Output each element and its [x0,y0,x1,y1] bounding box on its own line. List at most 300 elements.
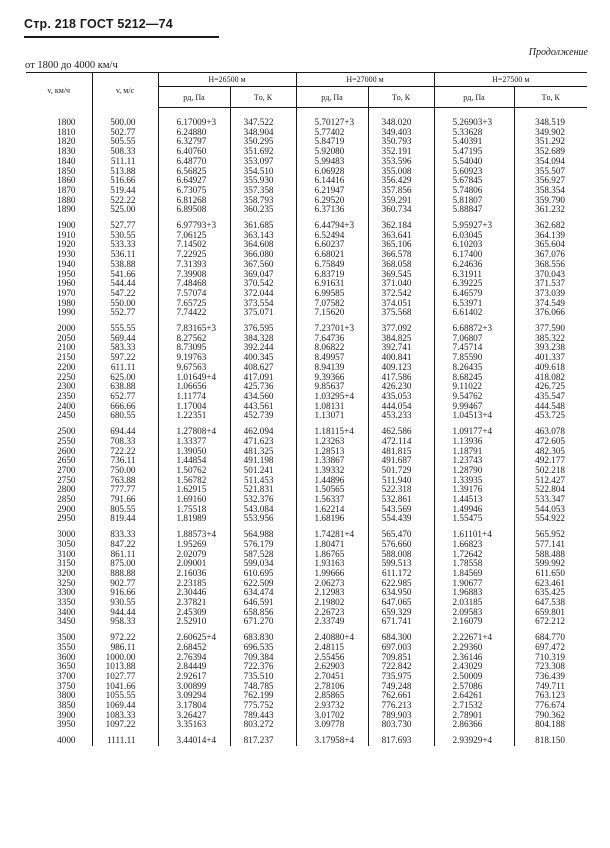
table-cell: 1830 [26,147,92,157]
table-cell: 2.36146 [434,653,514,663]
table-cell: 2.84449 [158,662,230,672]
table-cell: 776.213 [368,701,434,711]
table-cell: 1890 [26,205,92,215]
table-cell: 9.39366 [296,373,368,383]
table-cell: 5.54040 [434,157,514,167]
table-cell: 6.39225 [434,279,514,289]
table-cell: 722.842 [368,662,434,672]
table-cell: 588.488 [535,548,565,559]
table-cell: 508.33 [92,147,158,157]
table-cell: 2.19802 [296,598,368,608]
table-cell: 723.308 [535,661,565,672]
table-cell: 2200 [26,363,92,373]
table-cell: 374.549 [535,297,565,308]
table-cell: 1013.88 [92,662,158,672]
table-cell: 3.17804 [158,701,230,711]
table-cell: 356.927 [535,175,565,186]
table-cell: 972.22 [92,627,158,643]
table-cell: 6.97793+3 [158,215,230,231]
table-cell: 735.510 [230,672,296,682]
table-cell: 611.650 [535,567,565,578]
table-cell: 1.68196 [296,514,368,524]
table-cell: 369.545 [368,270,434,280]
table-cell: 3300 [26,588,92,598]
table-cell: 6.17400 [434,250,514,260]
table-cell: 5.95927+3 [434,215,514,231]
table-cell: 2.06273 [296,579,368,589]
table-cell: 2.52910 [158,617,230,627]
table-cell: 372.542 [368,289,434,299]
table-cell: 875.00 [92,559,158,569]
col-header-temperature: Tо, К [514,87,587,108]
table-cell: 375.071 [230,308,296,318]
table-cell: 5.81807 [434,196,514,206]
table-cell: 2850 [26,495,92,505]
table-cell: 374.051 [368,299,434,309]
table-cell: 350.793 [368,137,434,147]
table-cell: 7.23701+3 [296,318,368,334]
table-cell: 8.26435 [434,363,514,373]
table-cell: 888.88 [92,569,158,579]
table-cell: 6.24880 [158,128,230,138]
table-cell: 519.44 [92,186,158,196]
table-cell: 1.39050 [158,447,230,457]
table-cell: 9.11022 [434,382,514,392]
table-cell: 697.472 [535,641,565,652]
table-cell: 1097.22 [92,720,158,730]
table-cell: 426.725 [535,381,565,392]
table-cell: 722.22 [92,447,158,457]
table-cell: 370.043 [535,268,565,279]
table-cell: 400.345 [230,353,296,363]
table-cell: 1.81989 [158,514,230,524]
table-cell: 362.184 [368,215,434,231]
table-cell: 353.097 [230,157,296,167]
table-cell: 471.623 [230,437,296,447]
table-cell: 3200 [26,569,92,579]
table-row [26,205,587,215]
table-cell: 569.44 [92,334,158,344]
table-cell: 3.17958+4 [296,730,368,746]
table-cell: 373.039 [535,287,565,298]
table-cell: 3450 [26,617,92,627]
table-cell: 2.78106 [296,682,368,692]
table-cell: 409.123 [368,363,434,373]
table-cell: 5.74806 [434,186,514,196]
table-cell: 1900 [26,215,92,231]
table-cell: 3.09778 [296,720,368,730]
table-cell: 736.11 [92,456,158,466]
table-cell: 671.741 [368,617,434,627]
table-cell: 364.139 [535,229,565,240]
table-cell: 1.23743 [434,456,514,466]
table-cell: 1.50565 [296,485,368,495]
table-cell: 635.425 [535,587,565,598]
table-cell: 384.825 [368,334,434,344]
table-cell: 6.68872+3 [434,318,514,334]
table-cell: 2.78901 [434,711,514,721]
table-cell: 6.64927 [158,176,230,186]
table-cell: 6.68021 [296,250,368,260]
table-cell: 762.199 [230,691,296,701]
table-cell: 443.561 [230,402,296,412]
table-cell: 803.272 [230,720,296,730]
table-cell: 418.082 [535,371,565,382]
table-cell: 1.75518 [158,505,230,515]
table-cell: 8.68245 [434,373,514,383]
table-cell: 358.354 [535,184,565,195]
table-cell: 6.24636 [434,260,514,270]
table-cell: 6.91631 [296,279,368,289]
table-cell: 435.053 [368,392,434,402]
table-cell: 1.28790 [434,466,514,476]
table-cell: 385.322 [535,332,565,343]
table-cell: 3400 [26,608,92,618]
table-cell: 1.56782 [158,476,230,486]
table-cell: 2100 [26,343,92,353]
continuation-label: Продолжение [528,47,588,58]
table-cell: 350.295 [230,137,296,147]
table-cell: 5.47195 [434,147,514,157]
table-cell: 1.69160 [158,495,230,505]
table-cell: 368.556 [535,258,565,269]
table-cell: 359.291 [368,196,434,206]
table-cell: 367.560 [230,260,296,270]
table-cell: 6.75849 [296,260,368,270]
table-cell: 5.33628 [434,128,514,138]
table-cell: 2.92617 [158,672,230,682]
table-cell: 748.785 [230,682,296,692]
table-cell: 5.67845 [434,176,514,186]
table-cell: 2.48115 [296,643,368,653]
table-cell: 357.856 [368,186,434,196]
table-cell: 7.06807 [434,334,514,344]
table-cell: 803.730 [368,720,434,730]
table-cell: 2.93732 [296,701,368,711]
table-cell: 1800 [26,108,92,128]
table-cell: 2.71532 [434,701,514,711]
table-cell: 501.241 [230,466,296,476]
table-body [26,108,587,746]
table-cell: 1.78558 [434,559,514,569]
table-cell: 355.008 [368,167,434,177]
table-cell: 376.595 [230,318,296,334]
table-cell: 5.26903+3 [434,108,514,128]
table-cell: 634.950 [368,588,434,598]
table-cell: 363.641 [368,231,434,241]
table-cell: 804.188 [535,719,565,730]
table-cell: 684.770 [535,632,565,643]
table-cell: 1.86765 [296,550,368,560]
table-cell: 1.74281+4 [296,524,368,540]
table-cell: 1970 [26,289,92,299]
table-cell: 7.57074 [158,289,230,299]
table-cell: 5.77402 [296,128,368,138]
table-cell: 351.292 [535,136,565,147]
table-cell: 2.16079 [434,617,514,627]
table-cell: 6.37136 [296,205,368,215]
table-cell: 3350 [26,598,92,608]
table-cell: 354.094 [535,155,565,166]
table-cell: 3.44014+4 [158,730,230,746]
table-cell: 6.83719 [296,270,368,280]
table-cell: 902.77 [92,579,158,589]
table-cell: 576.179 [230,540,296,550]
table-cell: 6.14416 [296,176,368,186]
table-cell: 512.427 [535,474,565,485]
table-cell: 1.18791 [434,447,514,457]
header-rule [24,36,219,38]
table-cell: 366.578 [368,250,434,260]
table-cell: 722.376 [230,662,296,672]
table-cell: 2000 [26,318,92,334]
table-cell: 2.60625+4 [158,627,230,643]
table-cell: 6.06928 [296,167,368,177]
table-cell: 6.99585 [296,289,368,299]
table-cell: 5.92080 [296,147,368,157]
table-cell: 362.682 [535,220,565,231]
table-cell: 2250 [26,373,92,383]
table-cell: 502.218 [535,464,565,475]
table-cell: 599.513 [368,559,434,569]
table-cell: 958.33 [92,617,158,627]
table-cell: 735.975 [368,672,434,682]
col-header-altitude-1: H=26500 м [158,73,296,87]
table-cell: 1.33377 [158,437,230,447]
table-cell: 8.06822 [296,343,368,353]
table-cell: 1980 [26,299,92,309]
table-cell: 492.177 [535,455,565,466]
table-cell: 3750 [26,682,92,692]
table-cell: 530.55 [92,231,158,241]
table-cell: 521.831 [230,485,296,495]
table-cell: 1000.00 [92,653,158,663]
table-cell: 622.985 [368,579,434,589]
table-cell: 353.596 [368,157,434,167]
table-cell: 2.40880+4 [296,627,368,643]
speed-range-note: от 1800 до 4000 км/ч [25,60,118,71]
table-cell: 1041.66 [92,682,158,692]
table-cell: 576.660 [368,540,434,550]
table-row [26,308,587,318]
table-cell: 6.10203 [434,240,514,250]
table-cell: 1.99666 [296,569,368,579]
table-cell: 2.70451 [296,672,368,682]
table-cell: 364.608 [230,240,296,250]
table-row [26,730,587,746]
table-cell: 9.67563 [158,363,230,373]
table-cell: 375.568 [368,308,434,318]
table-cell: 1920 [26,240,92,250]
table-cell: 472.605 [535,435,565,446]
table-cell: 777.77 [92,485,158,495]
table-cell: 348.020 [368,108,434,128]
table-cell: 360.235 [230,205,296,215]
table-row [26,108,587,128]
table-cell: 481.815 [368,447,434,457]
table-cell: 371.537 [535,278,565,289]
table-cell: 1.93163 [296,559,368,569]
table-cell: 376.066 [535,307,565,318]
table-cell: 6.48770 [158,157,230,167]
table-cell: 377.092 [368,318,434,334]
table-cell: 547.22 [92,289,158,299]
table-cell: 522.804 [535,484,565,495]
table-cell: 697.003 [368,643,434,653]
table-cell: 7.07582 [296,299,368,309]
table-cell: 2700 [26,466,92,476]
table-cell: 500.00 [92,108,158,128]
table-cell: 2.62903 [296,662,368,672]
table-cell: 392.244 [230,343,296,353]
table-row [26,421,587,437]
table-cell: 1.50762 [158,466,230,476]
col-header-altitude-3: H=27500 м [434,73,587,87]
table-cell: 355.507 [535,165,565,176]
table-cell: 366.080 [230,250,296,260]
table-cell: 2500 [26,421,92,437]
table-cell: 392.741 [368,343,434,353]
table-cell: 1.11774 [158,392,230,402]
table-cell: 544.44 [92,279,158,289]
table-cell: 349.403 [368,128,434,138]
table-cell: 9.54762 [434,392,514,402]
table-cell: 597.22 [92,353,158,363]
table-cell: 2.03185 [434,598,514,608]
table-cell: 2.57086 [434,682,514,692]
table-cell: 6.61402 [434,308,514,318]
table-cell: 444.054 [368,402,434,412]
table-cell: 776.674 [535,700,565,711]
table-cell: 3.09294 [158,691,230,701]
table-cell: 453.233 [368,411,434,421]
table-cell: 611.11 [92,363,158,373]
table-cell: 7.31393 [158,260,230,270]
table-cell: 352.191 [368,147,434,157]
col-header-temperature: Tо, К [230,87,296,108]
table-cell: 2550 [26,437,92,447]
table-cell: 652.77 [92,392,158,402]
table-cell: 5.84719 [296,137,368,147]
table-cell: 2.76394 [158,653,230,663]
table-cell: 8.27562 [158,334,230,344]
table-cell: 3700 [26,672,92,682]
col-header-pressure: pд, Па [296,87,368,108]
table-cell: 2.26723 [296,608,368,618]
table-cell: 356.429 [368,176,434,186]
table-row [26,514,587,524]
table-cell: 1.96883 [434,588,514,598]
table-cell: 986.11 [92,643,158,653]
table-cell: 527.77 [92,215,158,231]
table-cell: 763.123 [535,690,565,701]
table-cell: 1.80471 [296,540,368,550]
table-cell: 2.37821 [158,598,230,608]
table-cell: 2800 [26,485,92,495]
table-cell: 4000 [26,730,92,746]
table-cell: 3050 [26,540,92,550]
table-cell: 541.66 [92,270,158,280]
table-cell: 543.084 [230,505,296,515]
table-cell: 516.66 [92,176,158,186]
table-cell: 3.35163 [158,720,230,730]
table-cell: 444.548 [535,400,565,411]
table-cell: 1.17004 [158,402,230,412]
table-cell: 7.85590 [434,353,514,363]
table-cell: 434.560 [230,392,296,402]
table-cell: 359.790 [535,194,565,205]
table-cell: 525.00 [92,205,158,215]
table-cell: 2.93929+4 [434,730,514,746]
table-cell: 361.232 [535,204,565,215]
table-cell: 1.39176 [434,485,514,495]
table-cell: 373.554 [230,299,296,309]
table-cell: 3600 [26,653,92,663]
table-cell: 672.212 [535,616,565,627]
table-cell: 622.509 [230,579,296,589]
table-cell: 7.65725 [158,299,230,309]
table-cell: 647.538 [535,597,565,608]
table-row [26,215,587,231]
table-cell: 817.693 [368,730,434,746]
table-cell: 1.23263 [296,437,368,447]
table-cell: 358.793 [230,196,296,206]
table-cell: 538.88 [92,260,158,270]
table-cell: 1.13071 [296,411,368,421]
table-cell: 7.14502 [158,240,230,250]
table-cell: 944.44 [92,608,158,618]
atmosphere-table [26,72,587,746]
table-cell: 348.519 [535,117,565,127]
table-cell: 658.856 [230,608,296,618]
table-cell: 5.99483 [296,157,368,167]
table-cell: 352.689 [535,146,565,157]
table-cell: 502.77 [92,128,158,138]
table-cell: 659.801 [535,606,565,617]
table-cell: 2900 [26,505,92,515]
table-cell: 708.33 [92,437,158,447]
table-cell: 6.31911 [434,270,514,280]
table-cell: 7.45714 [434,343,514,353]
table-cell: 368.058 [368,260,434,270]
table-cell: 472.114 [368,437,434,447]
col-header-temperature: Tо, К [368,87,434,108]
table-cell: 762.661 [368,691,434,701]
table-cell: 2.12983 [296,588,368,598]
table-row [26,617,587,627]
table-cell: 1069.44 [92,701,158,711]
table-cell: 7.64736 [296,334,368,344]
table-cell: 610.695 [230,569,296,579]
table-cell: 2.09583 [434,608,514,618]
table-row [26,524,587,540]
table-cell: 790.362 [535,709,565,720]
table-cell: 3.00899 [158,682,230,692]
table-cell: 6.21947 [296,186,368,196]
table-cell: 425.736 [230,382,296,392]
table-cell: 1.33867 [296,456,368,466]
table-cell: 3.26427 [158,711,230,721]
table-cell: 462.094 [230,421,296,437]
table-cell: 354.510 [230,167,296,177]
table-cell: 861.11 [92,550,158,560]
table-cell: 347.522 [230,108,296,128]
table-cell: 1.13936 [434,437,514,447]
table-cell: 1.01649+4 [158,373,230,383]
table-cell: 684.300 [368,627,434,643]
table-cell: 6.73075 [158,186,230,196]
table-cell: 1.66823 [434,540,514,550]
